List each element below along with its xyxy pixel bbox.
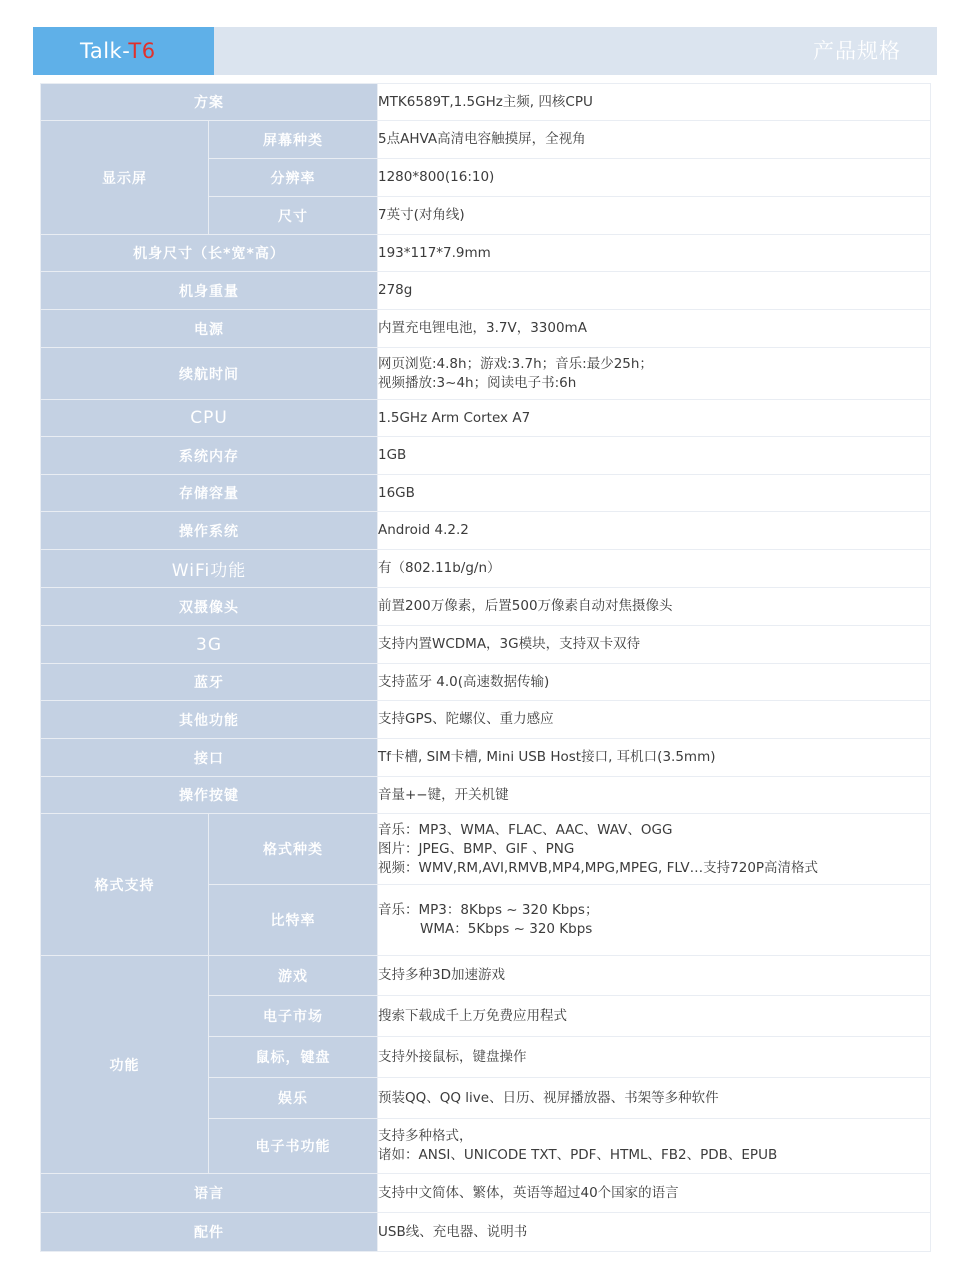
table-row — [41, 956, 931, 996]
value-bitrate — [378, 885, 931, 956]
table-row — [41, 437, 931, 475]
value-ram: 1GB — [378, 437, 931, 475]
value-format-types — [378, 814, 931, 885]
value-body-size: 193*117*7.9mm — [378, 235, 931, 272]
table-row — [41, 512, 931, 550]
label-buttons: 操作按键 — [41, 777, 378, 814]
label-scheme: 方案 — [41, 84, 378, 121]
value-bluetooth: 支持蓝牙 4.0(高速数据传输) — [378, 664, 931, 701]
value-buttons: 音量+−键，开关机键 — [378, 777, 931, 814]
label-screen-type: 屏幕种类 — [209, 121, 378, 159]
brand-model: T6 — [128, 39, 156, 63]
table-row — [41, 626, 931, 664]
label-wifi: WiFi功能 — [41, 550, 378, 588]
label-accessories: 配件 — [41, 1213, 378, 1252]
battery-life-line: 视频播放:3~4h；阅读电子书:6h — [378, 374, 577, 391]
label-size: 尺寸 — [209, 197, 378, 235]
value-cpu: 1.5GHz Arm Cortex A7 — [378, 400, 931, 437]
page-header — [33, 27, 937, 75]
label-other: 其他功能 — [41, 701, 378, 739]
label-display: 显示屏 — [41, 121, 209, 235]
value-os: Android 4.2.2 — [378, 512, 931, 550]
label-market: 电子市场 — [209, 996, 378, 1037]
table-row — [41, 84, 931, 121]
label-ports: 接口 — [41, 739, 378, 777]
table-row — [41, 400, 931, 437]
spec-table — [40, 83, 931, 1252]
table-row — [41, 739, 931, 777]
label-battery-life: 续航时间 — [41, 348, 378, 400]
table-row — [41, 1174, 931, 1213]
label-bluetooth: 蓝牙 — [41, 664, 378, 701]
label-format-types: 格式种类 — [209, 814, 378, 885]
label-power: 电源 — [41, 310, 378, 348]
value-market: 搜索下载成千上万免费应用程式 — [378, 996, 931, 1037]
value-battery-life — [378, 348, 931, 400]
label-ebook: 电子书功能 — [209, 1119, 378, 1174]
label-language: 语言 — [41, 1174, 378, 1213]
label-games: 游戏 — [209, 956, 378, 996]
label-functions: 功能 — [41, 956, 209, 1174]
table-row — [41, 814, 931, 885]
value-weight: 278g — [378, 272, 931, 310]
label-cpu: CPU — [41, 400, 378, 437]
value-ports: Tf卡槽, SIM卡槽, Mini USB Host接口, 耳机口(3.5mm) — [378, 739, 931, 777]
bitrate-line: 音乐：MP3：8Kbps ~ 320 Kbps； — [378, 902, 599, 918]
label-resolution: 分辨率 — [209, 159, 378, 197]
brand-prefix: Talk- — [80, 39, 129, 63]
table-row — [41, 272, 931, 310]
value-entertainment: 预装QQ、QQ live、日历、视屏播放器、书架等多种软件 — [378, 1078, 931, 1119]
value-wifi: 有（802.11b/g/n） — [378, 550, 931, 588]
value-mouse: 支持外接鼠标，键盘操作 — [378, 1037, 931, 1078]
value-size: 7英寸(对角线) — [378, 197, 931, 235]
label-body-size: 机身尺寸（长*宽*高） — [41, 235, 378, 272]
value-language: 支持中文简体、繁体，英语等超过40个国家的语言 — [378, 1174, 931, 1213]
page-title: 产品规格 — [813, 39, 901, 63]
value-ebook — [378, 1119, 931, 1174]
table-row — [41, 588, 931, 626]
table-row — [41, 1213, 931, 1252]
value-games: 支持多种3D加速游戏 — [378, 956, 931, 996]
ebook-line: 支持多种格式， — [378, 1128, 473, 1144]
value-camera: 前置200万像素，后置500万像素自动对焦摄像头 — [378, 588, 931, 626]
label-os: 操作系统 — [41, 512, 378, 550]
label-bitrate: 比特率 — [209, 885, 378, 956]
brand-tab — [33, 27, 214, 75]
label-ram: 系统内存 — [41, 437, 378, 475]
table-row — [41, 701, 931, 739]
format-line: 图片：JPEG、BMP、GIF 、PNG — [378, 840, 575, 857]
format-line: 音乐：MP3、WMA、FLAC、AAC、WAV、OGG — [378, 821, 673, 838]
value-other: 支持GPS、陀螺仪、重力感应 — [378, 701, 931, 739]
label-entertainment: 娱乐 — [209, 1078, 378, 1119]
battery-life-line: 网页浏览:4.8h；游戏:3.7h；音乐:最少25h； — [378, 355, 653, 372]
table-row — [41, 777, 931, 814]
format-line: 视频：WMV,RM,AVI,RMVB,MP4,MPG,MPEG, FLV…支持720P高清格式 — [378, 859, 819, 876]
value-power: 内置充电锂电池，3.7V，3300mA — [378, 310, 931, 348]
value-screen-type: 5点AHVA高清电容触摸屏，全视角 — [378, 121, 931, 159]
table-row — [41, 310, 931, 348]
label-weight: 机身重量 — [41, 272, 378, 310]
table-row — [41, 121, 931, 159]
value-storage: 16GB — [378, 475, 931, 512]
bitrate-line: WMA：5Kbps ~ 320 Kbps — [420, 921, 593, 937]
ebook-line: 诸如：ANSI、UNICODE TXT、PDF、HTML、FB2、PDB、EPUB — [378, 1147, 778, 1163]
table-row — [41, 475, 931, 512]
value-accessories: USB线、充电器、说明书 — [378, 1213, 931, 1252]
value-resolution: 1280*800(16:10) — [378, 159, 931, 197]
label-formats: 格式支持 — [41, 814, 209, 956]
table-row — [41, 550, 931, 588]
table-row — [41, 664, 931, 701]
value-scheme: MTK6589T,1.5GHz主频, 四核CPU — [378, 84, 931, 121]
table-row — [41, 348, 931, 400]
label-3g: 3G — [41, 626, 378, 664]
value-3g: 支持内置WCDMA，3G模块，支持双卡双待 — [378, 626, 931, 664]
label-camera: 双摄像头 — [41, 588, 378, 626]
label-storage: 存储容量 — [41, 475, 378, 512]
table-row — [41, 235, 931, 272]
label-mouse: 鼠标，键盘 — [209, 1037, 378, 1078]
